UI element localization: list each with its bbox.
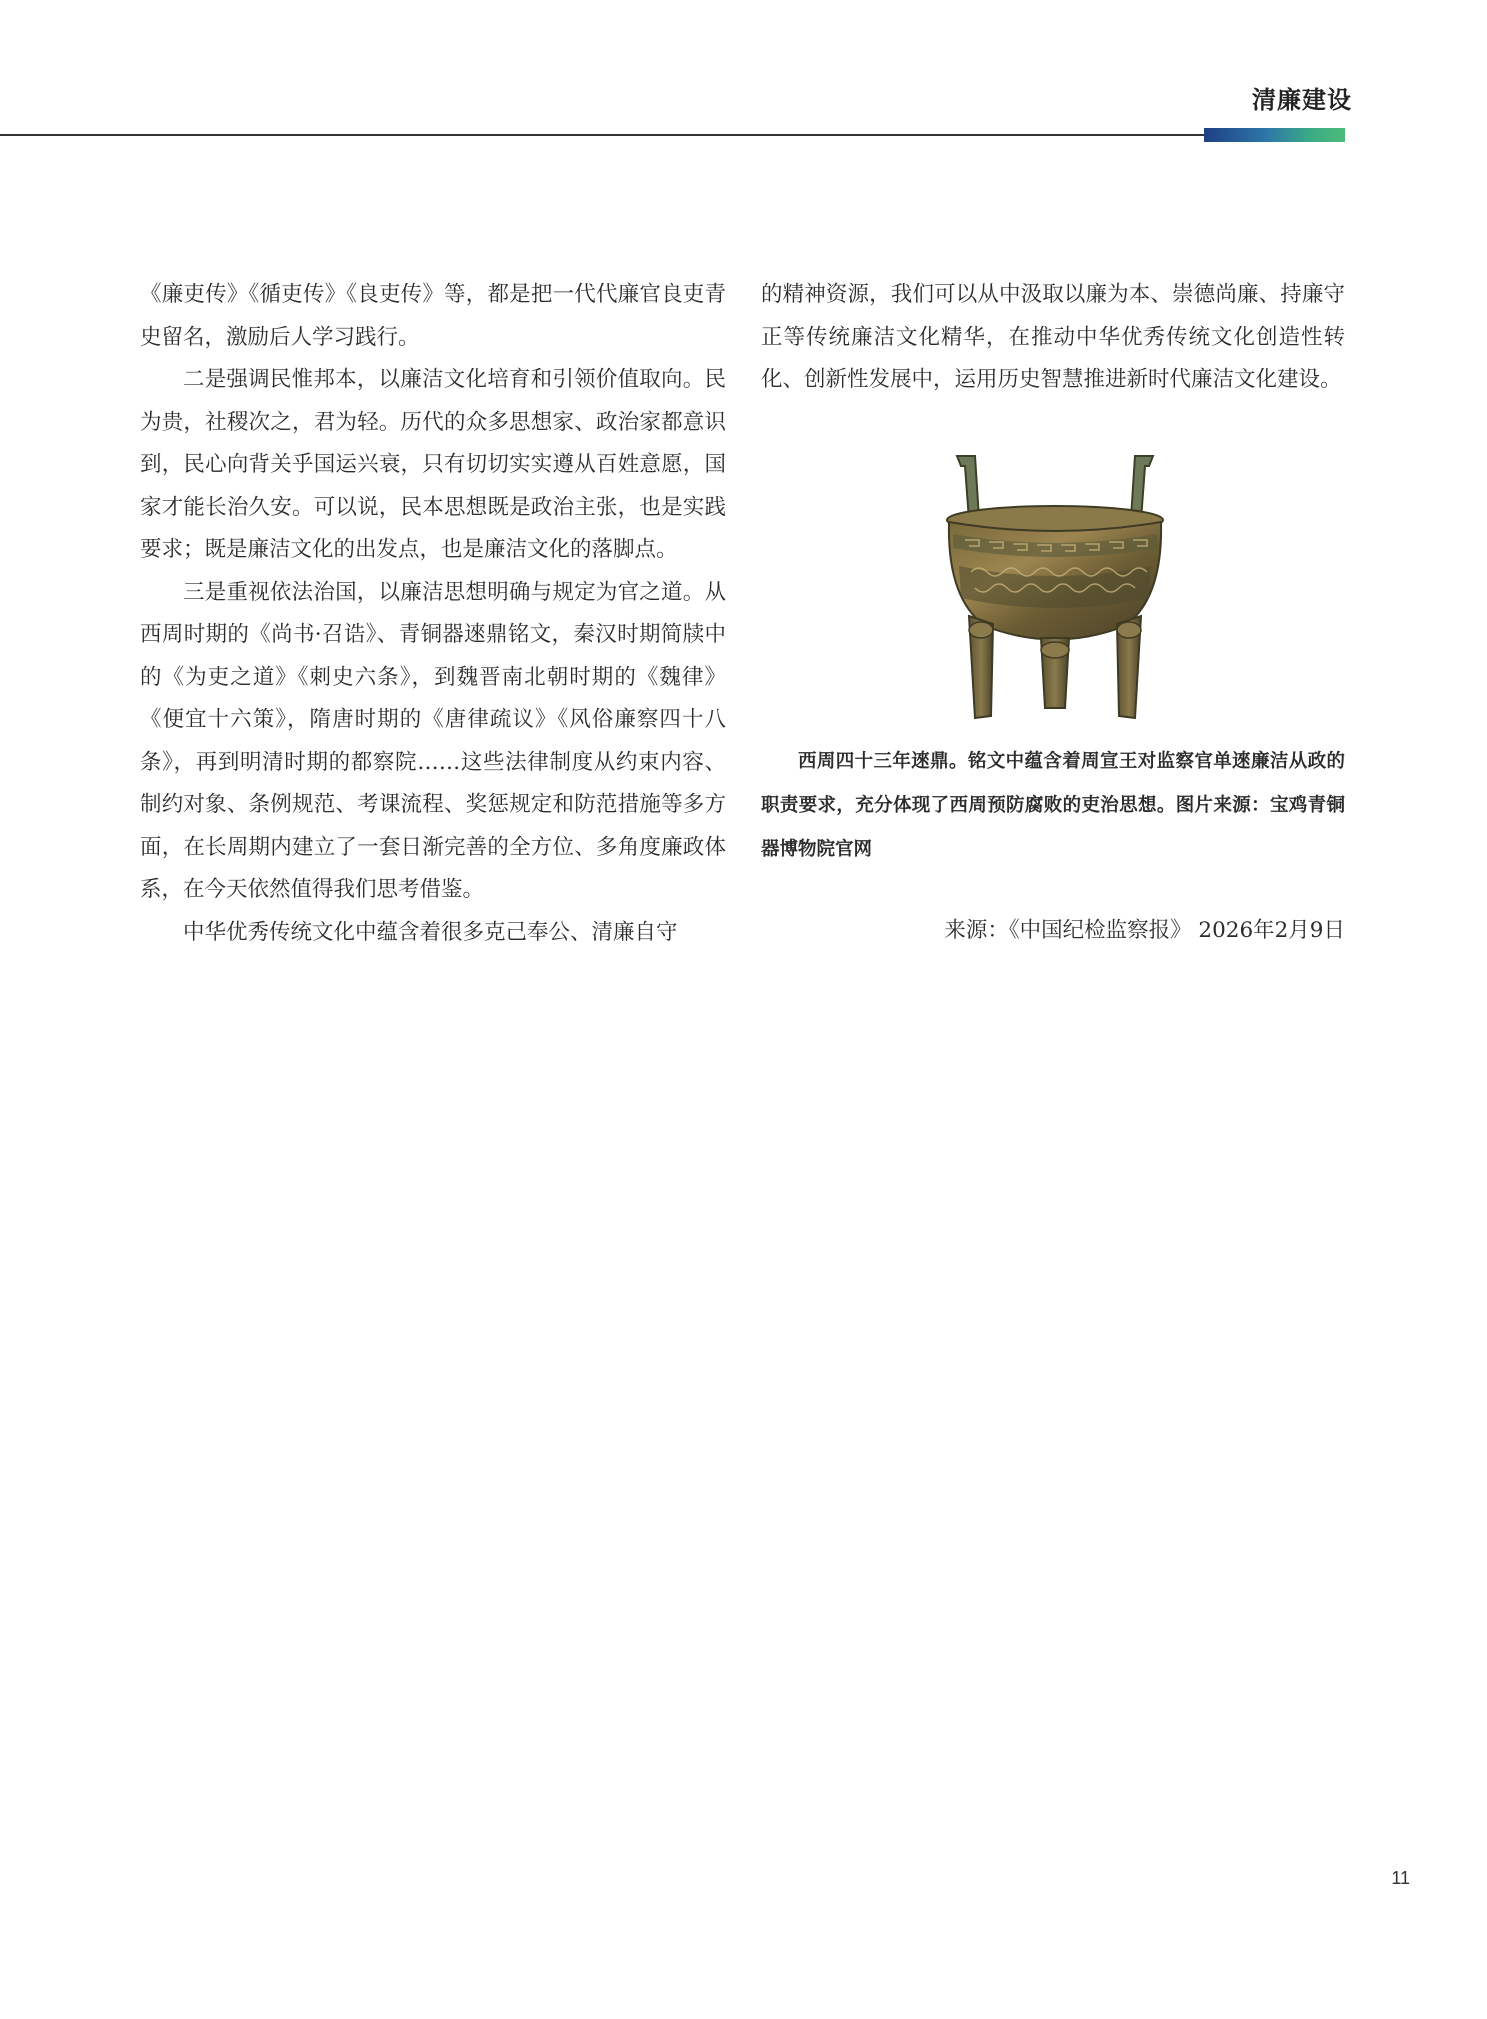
paragraph-closing-end: 的精神资源，我们可以从中汲取以廉为本、崇德尚廉、持廉守正等传统廉洁文化精华，在推动中华优秀传统文化创造性转化、创新性发展中，运用历史智慧推进新时代廉洁文化建设。: [761, 282, 1345, 392]
paragraph-continued: 《廉吏传》《循吏传》《良吏传》等，都是把一代代廉官良吏青史留名，激励后人学习践行。: [140, 282, 726, 350]
paragraph-closing-start: 中华优秀传统文化中蕴含着很多克己奉公、清廉自守: [183, 919, 678, 945]
header-rule: [0, 134, 1345, 136]
section-title: 清廉建设: [1252, 86, 1352, 114]
paragraph-rule-of-law: 三是重视依法治国，以廉洁思想明确与规定为官之道。从西周时期的《尚书·召诰》、青铜器逨鼎铭文，秦汉时期简牍中的《为吏之道》《刺史六条》，到魏晋南北朝时期的《魏律》《便宜十六策》，隋唐时期的《唐律疏议》《风俗廉察四十八条》，再到明清时期的都察院……这些法律制度从约束内容、制约对象、条例规范、考课流程、奖惩规定和防范措施等多方面，在长周期内建立了一套日渐完善的全方位、多角度廉政体系，在今天依然值得我们思考借鉴。: [140, 579, 726, 902]
page-number: 11: [1391, 1868, 1410, 1888]
bronze-ding-image: [935, 448, 1175, 726]
left-text-column: [140, 274, 726, 954]
article-source: 来源：《中国纪检监察报》 2026年2月9日: [944, 918, 1345, 943]
header-accent-bar: [1204, 128, 1345, 142]
right-text-column: [761, 274, 1345, 402]
paragraph-people-oriented: 二是强调民惟邦本，以廉洁文化培育和引领价值取向。民为贵，社稷次之，君为轻。历代的众多思想家、政治家都意识到，民心向背关乎国运兴衰，只有切切实实遵从百姓意愿，国家才能长治久安。可以说，民本思想既是政治主张，也是实践要求；既是廉洁文化的出发点，也是廉洁文化的落脚点。: [140, 367, 726, 562]
figure-caption: 西周四十三年逨鼎。铭文中蕴含着周宣王对监察官单逨廉洁从政的职责要求，充分体现了西周预防腐败的吏治思想。图片来源：宝鸡青铜器博物院官网: [761, 751, 1345, 860]
